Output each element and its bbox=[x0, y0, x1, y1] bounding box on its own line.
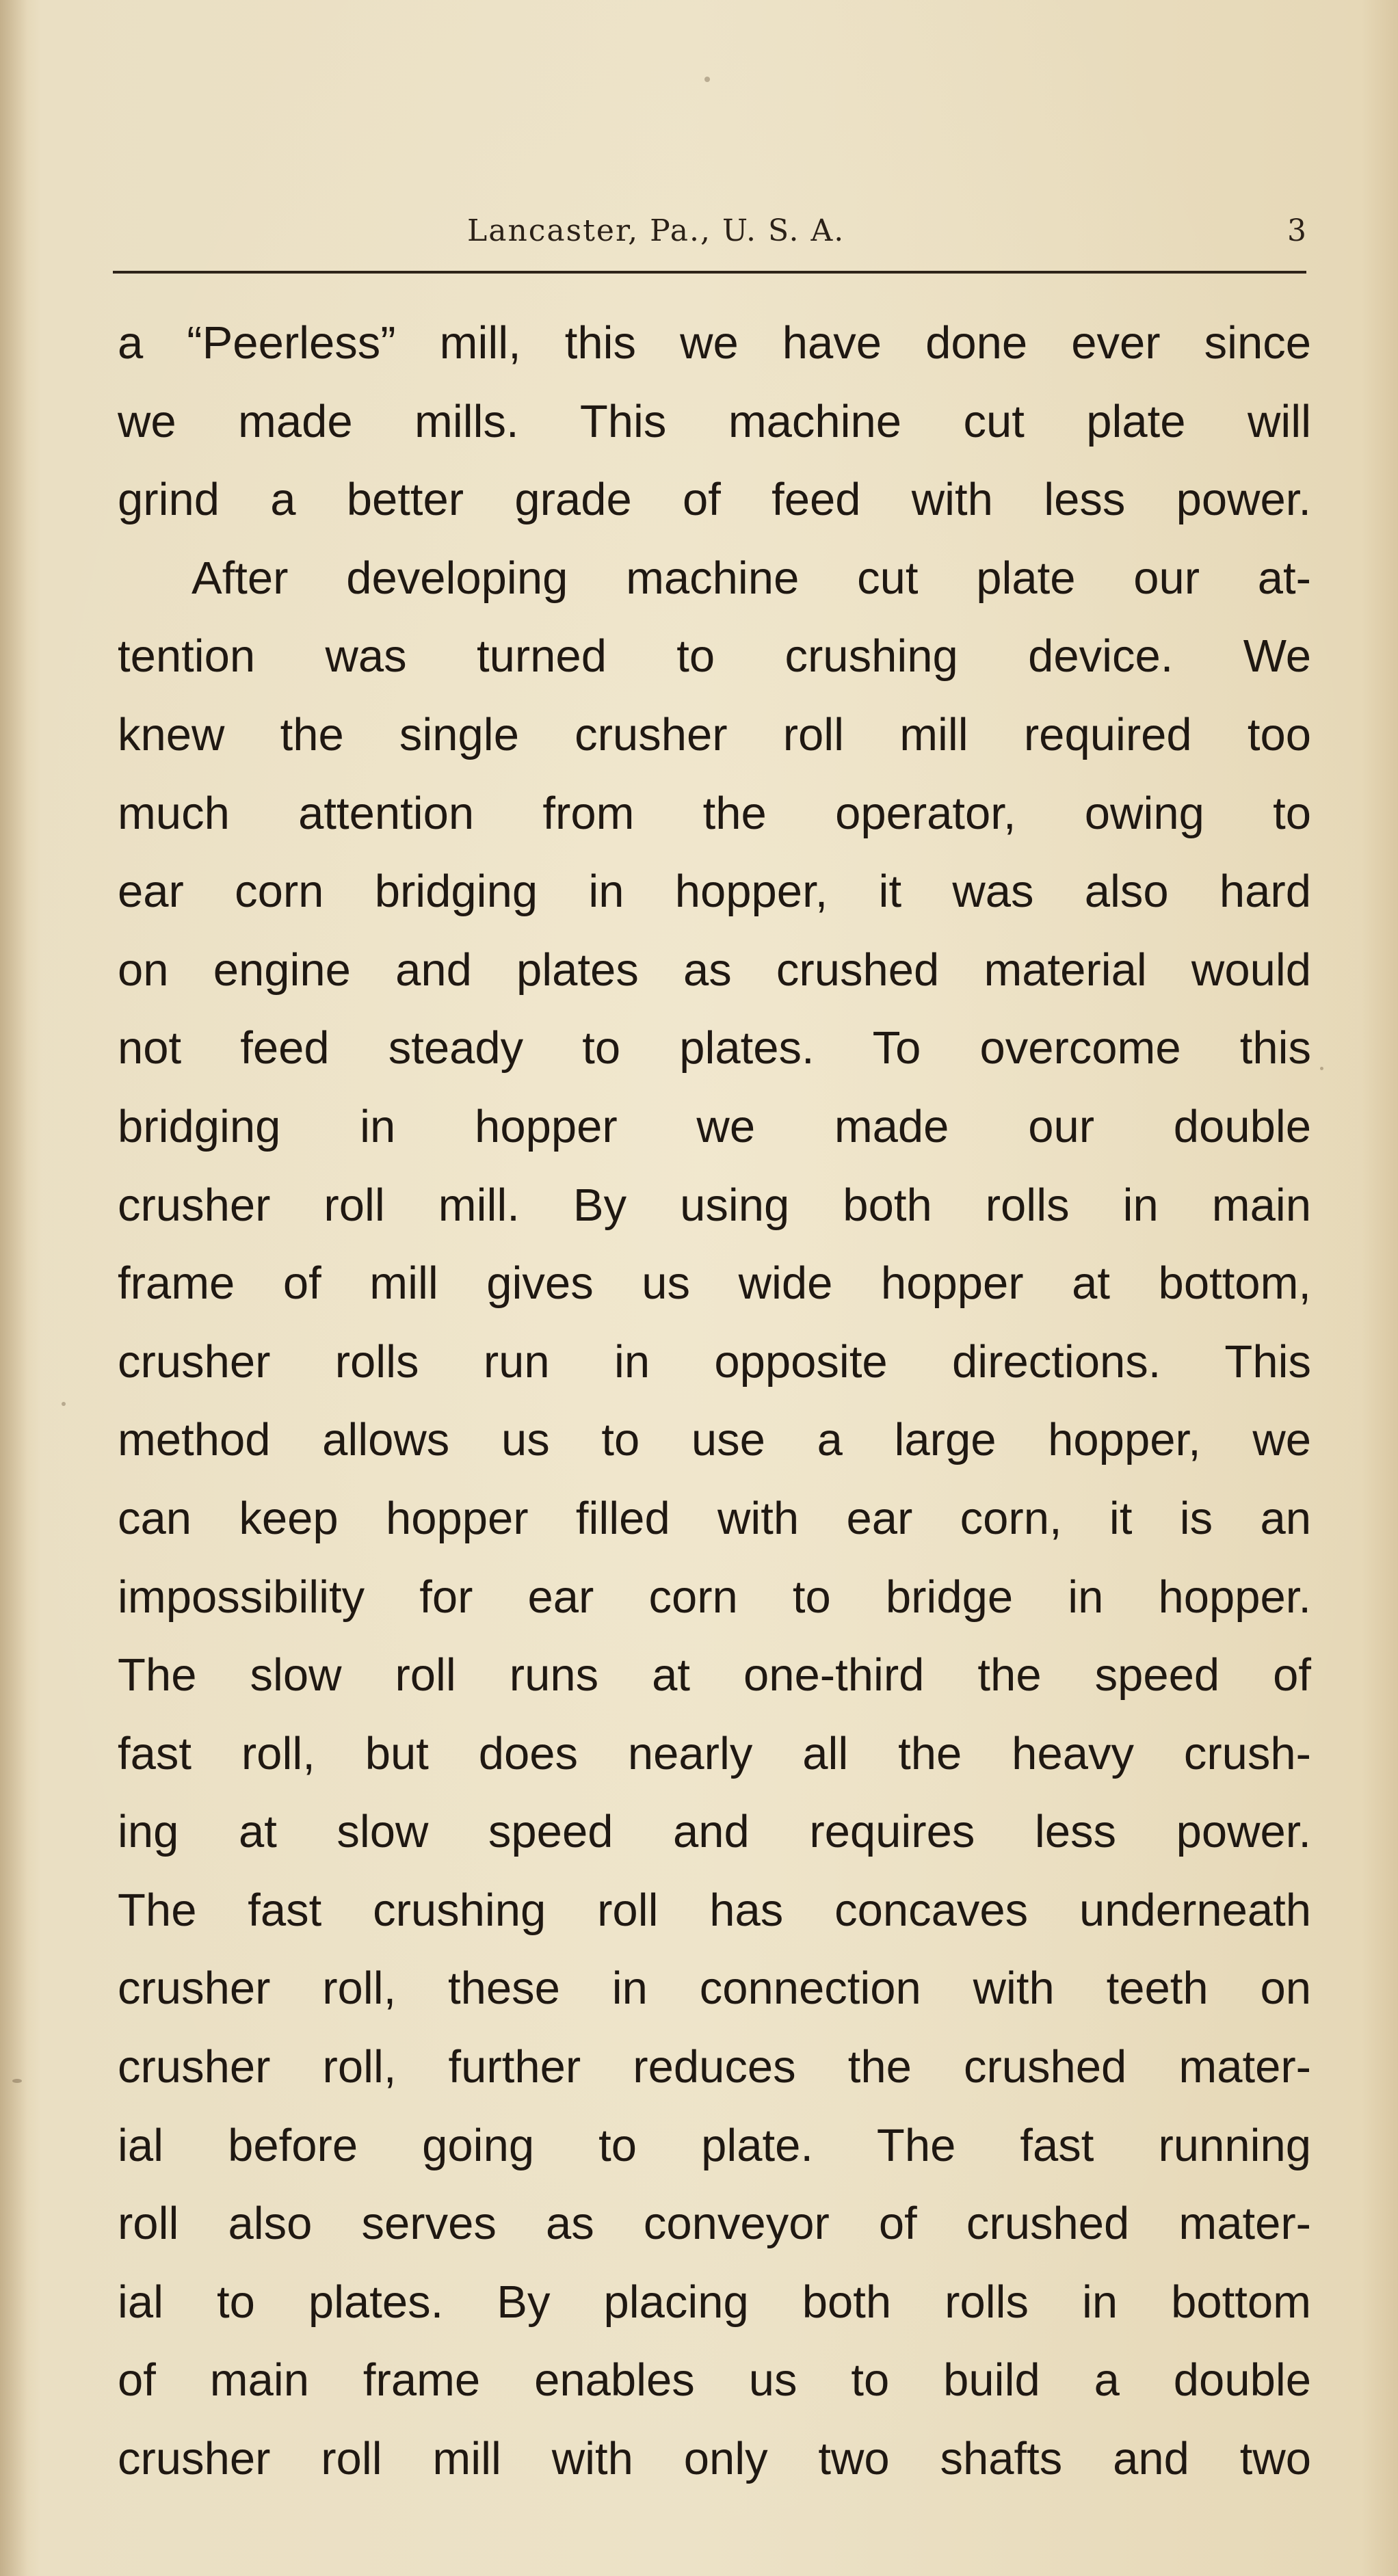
text-line: crusher roll, these in connection with teeth on bbox=[118, 1963, 1311, 2015]
text-line: crusher rolls run in opposite directions. This bbox=[118, 1336, 1311, 1387]
text-line: crusher roll, further reduces the crushed mater- bbox=[118, 2041, 1311, 2093]
text-line: knew the single crusher roll mill required too bbox=[118, 708, 1311, 760]
text-line: frame of mill gives us wide hopper at bottom, bbox=[118, 1258, 1311, 1310]
text-line: ear corn bridging in hopper, it was also hard bbox=[118, 866, 1311, 918]
text-line: ing at slow speed and requires less power. bbox=[118, 1806, 1311, 1858]
text-line: The slow roll runs at one-third the speed of bbox=[118, 1649, 1311, 1701]
text-line: ial before going to plate. The fast running bbox=[118, 2119, 1311, 2171]
paper-speck bbox=[62, 1402, 66, 1406]
body-text bbox=[118, 304, 1311, 2499]
text-line: grind a better grade of feed with less power. bbox=[118, 474, 1311, 526]
text-line: tention was turned to crushing device. We bbox=[118, 630, 1311, 682]
running-head: Lancaster, Pa., U. S. A. bbox=[467, 213, 845, 248]
text-line: much attention from the operator, owing to bbox=[118, 787, 1311, 839]
paragraph-start-line: After developing machine cut plate our at- bbox=[192, 552, 1311, 604]
text-line: crusher roll mill with only two shafts and two bbox=[118, 2433, 1311, 2485]
paper-speck bbox=[1320, 1067, 1323, 1070]
text-line: we made mills. This machine cut plate will bbox=[118, 395, 1311, 447]
running-header bbox=[113, 205, 1306, 260]
text-line: on engine and plates as crushed material would bbox=[118, 944, 1311, 996]
text-line: crusher roll mill. By using both rolls in main bbox=[118, 1179, 1311, 1231]
text-line: impossibility for ear corn to bridge in hopper. bbox=[118, 1571, 1311, 1623]
text-line: fast roll, but does nearly all the heavy crush- bbox=[118, 1727, 1311, 1779]
paper-speck bbox=[704, 77, 710, 82]
text-line: The fast crushing roll has concaves underneath bbox=[118, 1884, 1311, 1936]
text-line: roll also serves as conveyor of crushed mater- bbox=[118, 2198, 1311, 2250]
text-line: can keep hopper filled with ear corn, it is an bbox=[118, 1492, 1311, 1544]
text-line: of main frame enables us to build a double bbox=[118, 2354, 1311, 2406]
text-line: method allows us to use a large hopper, we bbox=[118, 1414, 1311, 1466]
paper-speck bbox=[12, 2079, 22, 2083]
page-number: 3 bbox=[1287, 213, 1306, 248]
spine-shadow bbox=[0, 0, 27, 2576]
header-rule bbox=[113, 271, 1306, 274]
text-line: not feed steady to plates. To overcome this bbox=[118, 1022, 1311, 1074]
text-line: a “Peerless” mill, this we have done ever since bbox=[118, 317, 1311, 369]
text-line: ial to plates. By placing both rolls in bottom bbox=[118, 2276, 1311, 2328]
text-line: bridging in hopper we made our double bbox=[118, 1100, 1311, 1152]
